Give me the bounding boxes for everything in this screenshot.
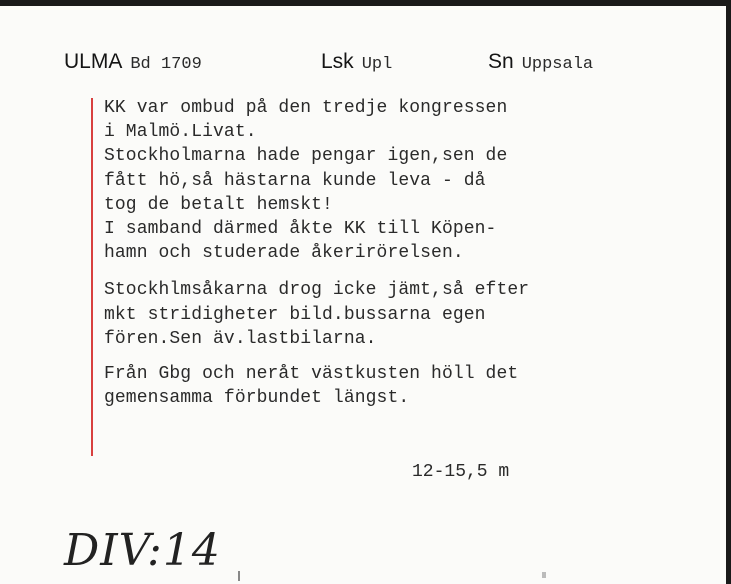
- sn-label: Sn: [488, 50, 514, 73]
- scan-speck: [238, 571, 240, 581]
- ulma-label: ULMA: [64, 50, 123, 73]
- paragraph: [104, 362, 664, 410]
- price-note: 12-15,5 m: [412, 462, 510, 482]
- handwritten-signature: DIV:14: [64, 525, 221, 576]
- lsk-field: [321, 50, 392, 74]
- paragraph: [104, 96, 664, 265]
- text-line: fått hö,så hästarna kunde leva - då: [104, 170, 486, 191]
- sn-field: [488, 50, 593, 74]
- text-line: I samband därmed åkte KK till Köpen-: [104, 219, 497, 240]
- margin-rule: [91, 98, 93, 456]
- text-line: Från Gbg och neråt västkusten höll det: [104, 364, 519, 385]
- card-body: [104, 96, 664, 410]
- ulma-field: [64, 50, 202, 74]
- lsk-value: Upl: [361, 55, 393, 74]
- text-line: KK var ombud på den tredje kongressen: [104, 98, 508, 118]
- scan-speck: [542, 572, 546, 578]
- text-line: Stockholmarna hade pengar igen,sen de: [104, 146, 508, 167]
- text-line: hamn och studerade åkerirörelsen.: [104, 243, 464, 264]
- text-line: gemensamma förbundet längst.: [104, 388, 410, 409]
- text-line: tog de betalt hemskt!: [104, 194, 333, 215]
- lsk-label: Lsk: [321, 50, 354, 73]
- paragraph: [104, 278, 664, 351]
- ulma-value: Bd 1709: [130, 55, 202, 74]
- text-line: fören.Sen äv.lastbilarna.: [104, 328, 377, 349]
- sn-value: Uppsala: [521, 55, 594, 74]
- text-line: mkt stridigheter bild.bussarna egen: [104, 304, 486, 325]
- text-line: i Malmö.Livat.: [104, 122, 257, 143]
- archive-card: [0, 6, 726, 584]
- text-line: Stockhlmsåkarna drog icke jämt,så efter: [104, 280, 530, 301]
